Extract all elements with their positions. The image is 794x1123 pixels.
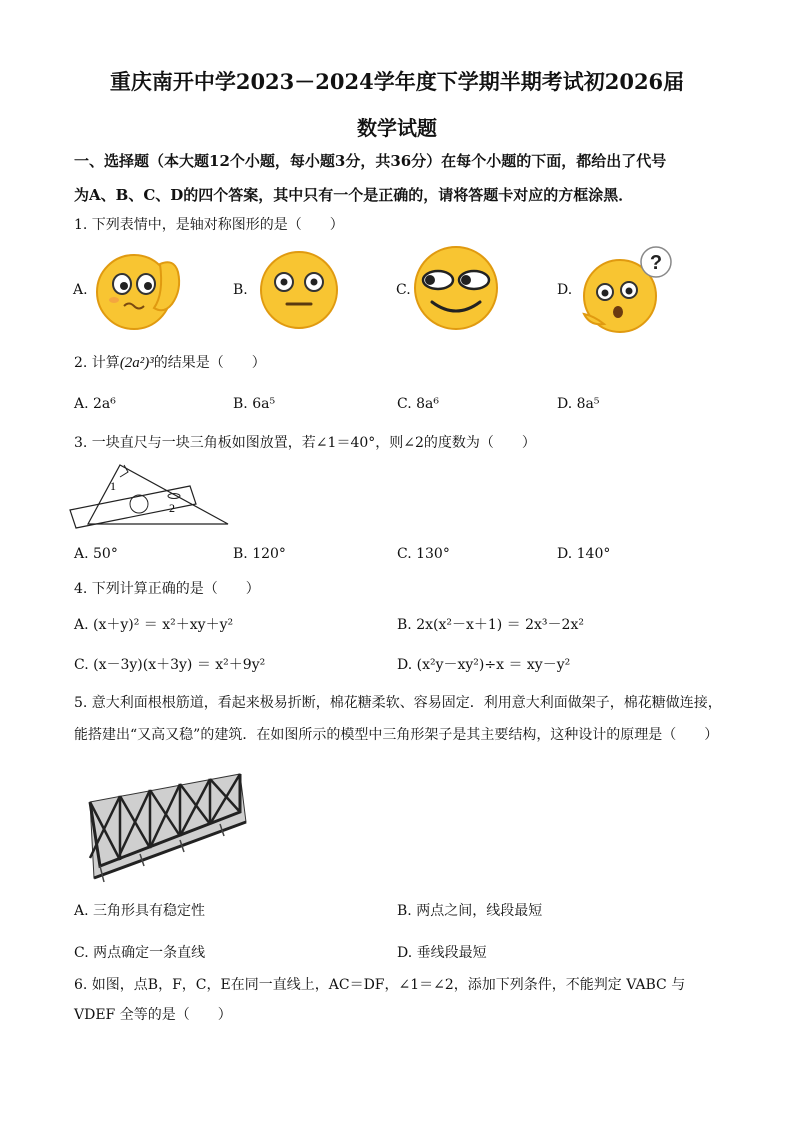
q3-option-a: A. 50° xyxy=(74,546,118,562)
q4-option-c: C. (x－3y)(x＋3y) ＝ x²＋9y² xyxy=(74,657,266,673)
q2-stem-expression: (2a²)³ xyxy=(119,355,154,371)
q1-option-c-label: C. xyxy=(396,282,411,298)
q2-option-c: C. 8a⁶ xyxy=(397,396,439,412)
q3-option-c: C. 130° xyxy=(397,546,450,562)
question-5-line2: 能搭建出“又高又稳”的建筑．在如图所示的模型中三角形架子是其主要结构，这种设计的原理是（ ） xyxy=(74,727,719,743)
q1-option-a-label: A. xyxy=(73,282,88,298)
ruler-triangle-figure xyxy=(68,462,232,534)
page-subtitle: 数学试题 xyxy=(357,116,437,140)
question-mark-text: ? xyxy=(649,252,663,274)
smirking-face-icon xyxy=(412,244,500,336)
q4-option-b: B. 2x(x²－x＋1) ＝ 2x³－2x² xyxy=(397,617,584,633)
q2-stem-pre: 2. 计算 xyxy=(74,355,120,371)
truss-bridge-image xyxy=(80,762,252,894)
q2-option-b: B. 6a⁵ xyxy=(233,396,276,412)
question-5-line1: 5. 意大利面根根筋道，看起来极易折断，棉花糖柔软、容易固定．利用意大利面做架子，棉花糖做连接， xyxy=(74,695,722,711)
q2-option-a: A. 2a⁶ xyxy=(74,396,116,412)
q5-option-b: B. 两点之间，线段最短 xyxy=(397,903,543,919)
section-instructions-line1: 一、选择题（本大题12个小题，每小题3分，共36分）在每个小题的下面，都给出了代号 xyxy=(74,152,667,170)
q2-option-d: D. 8a⁵ xyxy=(557,396,600,412)
q3-option-d: D. 140° xyxy=(557,546,611,562)
question-6-line2: VDEF 全等的是（ ） xyxy=(74,1007,232,1023)
angle-2-label: 2 xyxy=(169,501,175,515)
confused-face-icon xyxy=(580,244,676,340)
question-6-line1: 6. 如图，点B，F，C，E在同一直线上，AC＝DF，∠1＝∠2，添加下列条件，不能判定 VABC 与 xyxy=(74,977,686,993)
neutral-face-icon xyxy=(256,250,342,334)
question-1-stem: 1. 下列表情中，是轴对称图形的是（ ） xyxy=(74,217,344,233)
question-4-stem: 4. 下列计算正确的是（ ） xyxy=(74,581,260,597)
question-2-stem xyxy=(74,352,266,372)
thinking-face-icon xyxy=(94,250,184,336)
angle-1-label: 1 xyxy=(110,479,116,493)
page-title: 重庆南开中学2023－2024学年度下学期半期考试初2026届 xyxy=(109,69,685,94)
section-instructions-line2: 为A、B、C、D的四个答案，其中只有一个是正确的，请将答题卡对应的方框涂黑． xyxy=(74,186,634,204)
q5-option-a: A. 三角形具有稳定性 xyxy=(74,903,206,919)
q1-option-d-label: D. xyxy=(557,282,573,298)
question-3-stem: 3. 一块直尺与一块三角板如图放置，若∠1＝40°，则∠2的度数为（ ） xyxy=(74,435,536,451)
q4-option-d: D. (x²y－xy²)÷x ＝ xy－y² xyxy=(397,657,571,673)
q5-option-d: D. 垂线段最短 xyxy=(397,945,487,961)
q4-option-a: A. (x＋y)² ＝ x²＋xy＋y² xyxy=(74,617,234,633)
q3-option-b: B. 120° xyxy=(233,546,286,562)
q1-option-b-label: B. xyxy=(233,282,248,298)
q5-option-c: C. 两点确定一条直线 xyxy=(74,945,206,961)
q2-stem-post: 的结果是（ ） xyxy=(153,355,266,371)
